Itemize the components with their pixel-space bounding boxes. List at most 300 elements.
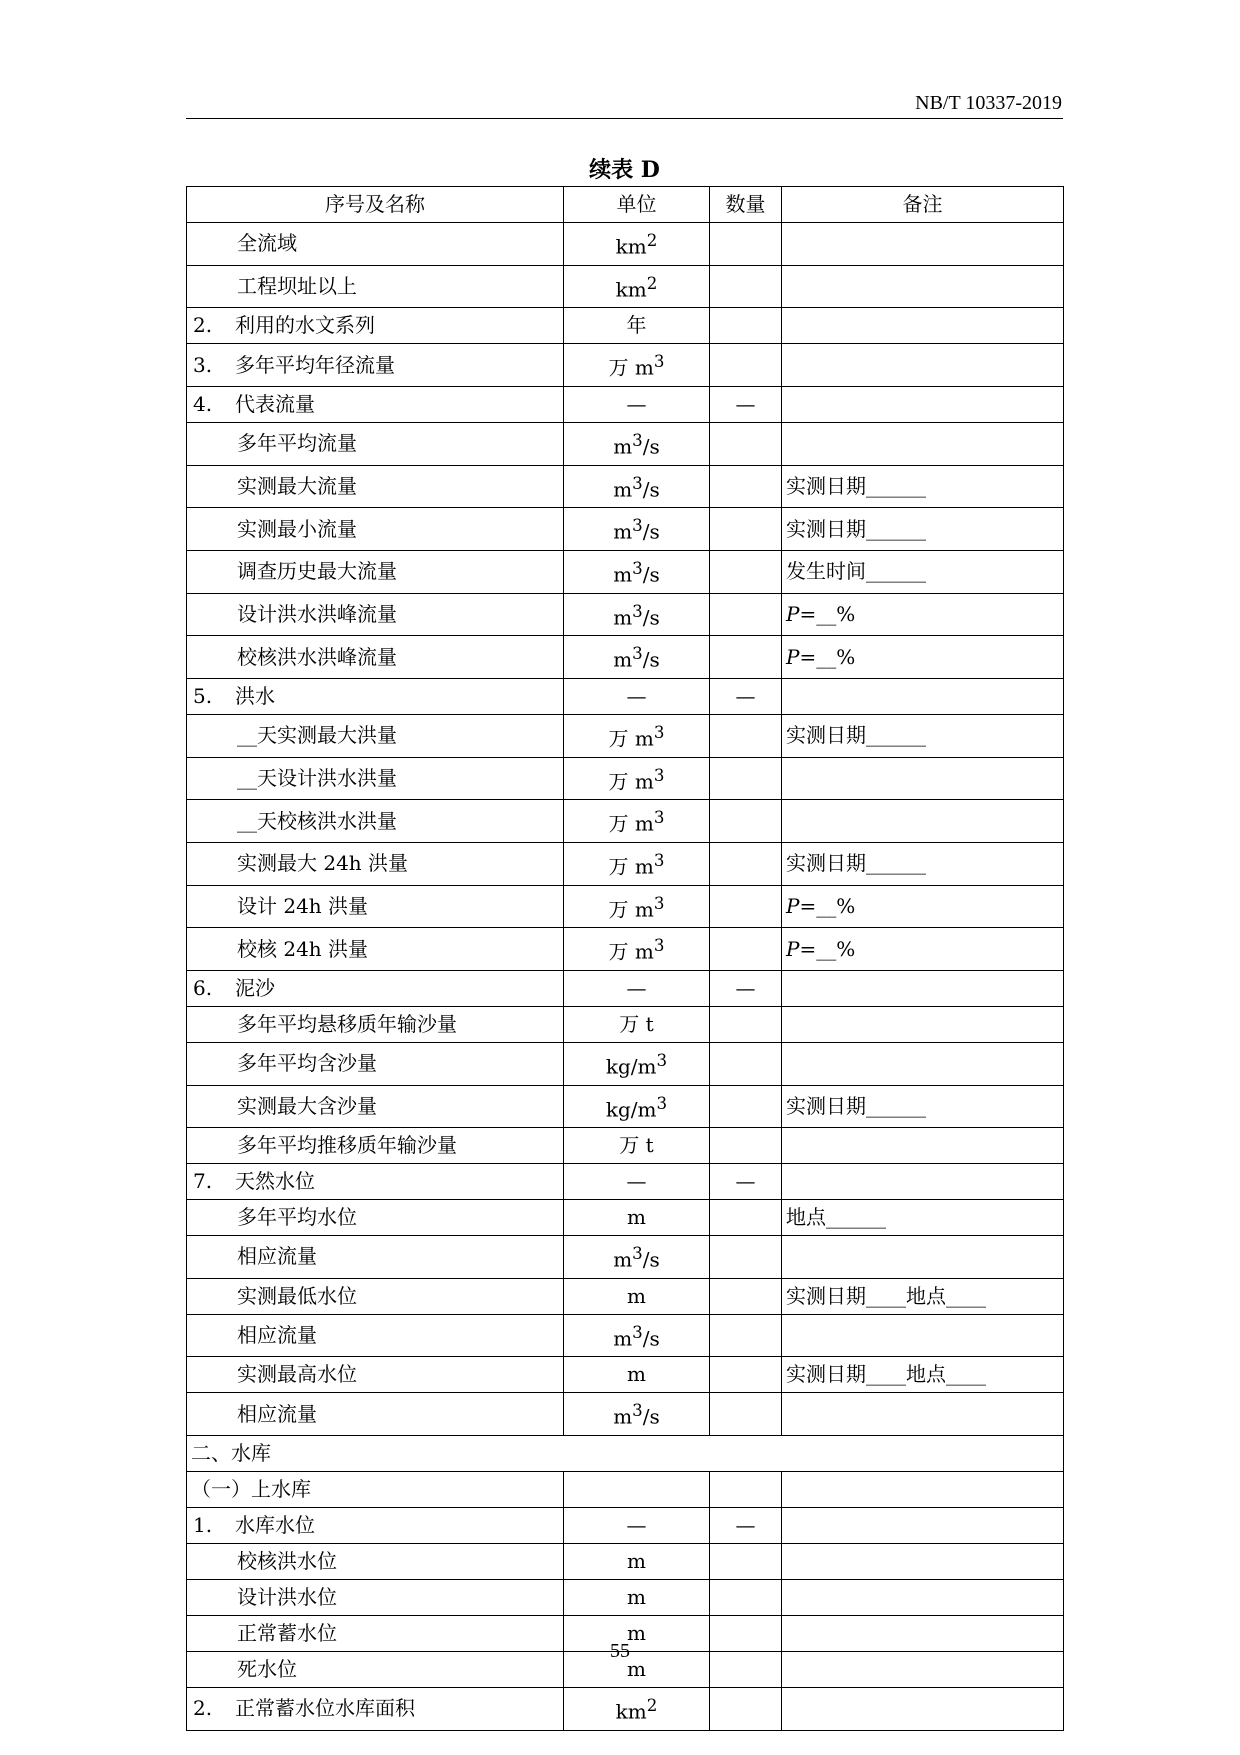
quantity-cell — [710, 928, 782, 971]
quantity-cell — [710, 885, 782, 928]
remarks-cell — [782, 1688, 1064, 1731]
item-name: 多年平均流量 — [237, 431, 357, 456]
remarks-cell — [782, 508, 1064, 551]
probability-symbol: P — [786, 601, 800, 626]
item-name: 实测最小流量 — [237, 516, 357, 541]
table-row — [187, 1357, 1064, 1393]
item-name: 设计 24h 洪量 — [237, 893, 369, 918]
page-number: 55 — [610, 1640, 630, 1662]
item-number: 7. — [193, 1169, 213, 1194]
table-row — [187, 265, 1064, 308]
remarks-text: 实测日期____地点____ — [786, 1283, 986, 1308]
remarks-cell — [782, 1128, 1064, 1164]
item-name: __天实测最大洪量 — [237, 723, 397, 748]
table-row — [187, 1085, 1064, 1128]
item-name-cell — [187, 1508, 564, 1544]
table-row — [187, 308, 1064, 344]
table-row — [187, 678, 1064, 714]
unit-text: — — [626, 975, 647, 1000]
unit-text: m — [613, 1405, 633, 1430]
unit-text: kg/m — [605, 1054, 657, 1079]
unit-exponent: 2 — [646, 231, 658, 250]
item-name: 天然水位 — [235, 1169, 315, 1194]
unit-cell — [564, 885, 710, 928]
quantity-cell — [710, 344, 782, 387]
table-row — [187, 1128, 1064, 1164]
unit-cell — [564, 636, 710, 679]
item-name: 利用的水文系列 — [235, 313, 375, 338]
unit-cell — [564, 223, 710, 266]
unit-text: — — [626, 683, 647, 708]
item-name: 实测最大流量 — [237, 473, 357, 498]
remarks-cell — [782, 1200, 1064, 1236]
column-header-quantity: 数量 — [710, 187, 782, 223]
column-header-unit: 单位 — [564, 187, 710, 223]
table-row — [187, 1236, 1064, 1279]
probability-symbol: P — [786, 644, 800, 669]
remarks-cell — [782, 1580, 1064, 1616]
item-name-cell — [187, 508, 564, 551]
table-row — [187, 1314, 1064, 1357]
remarks-cell — [782, 593, 1064, 636]
remarks-cell — [782, 386, 1064, 422]
unit-cell — [564, 386, 710, 422]
item-name-cell — [187, 678, 564, 714]
item-name-cell — [187, 593, 564, 636]
quantity-cell — [710, 1085, 782, 1128]
item-name: __天校核洪水洪量 — [237, 808, 397, 833]
remarks-cell — [782, 842, 1064, 885]
unit-cell — [564, 344, 710, 387]
remarks-text: =__% — [799, 601, 856, 626]
table-row — [187, 1544, 1064, 1580]
item-number: 5. — [193, 683, 213, 708]
remarks-cell — [782, 1393, 1064, 1436]
remarks-text: 实测日期____地点____ — [786, 1362, 986, 1387]
unit-cell — [564, 714, 710, 757]
unit-exponent: 3 — [653, 893, 665, 913]
remarks-cell — [782, 1472, 1064, 1508]
remarks-cell — [782, 928, 1064, 971]
unit-cell — [564, 842, 710, 885]
table-row — [187, 386, 1064, 422]
quantity-cell — [710, 1128, 782, 1164]
item-name-cell — [187, 1128, 564, 1164]
remarks-cell — [782, 678, 1064, 714]
unit-exponent: 3 — [632, 516, 643, 536]
item-number: 3. — [193, 352, 213, 377]
quantity-cell — [710, 1200, 782, 1236]
remarks-text: =__% — [799, 893, 856, 918]
remarks-cell — [782, 885, 1064, 928]
unit-exponent: 3 — [632, 1322, 643, 1342]
item-name-cell — [187, 386, 564, 422]
unit-text: m — [613, 605, 633, 630]
item-name-cell — [187, 1688, 564, 1731]
remarks-cell — [782, 422, 1064, 465]
item-name-cell — [187, 800, 564, 843]
quantity-cell — [710, 223, 782, 266]
unit-exponent: 3 — [656, 1050, 668, 1070]
quantity-cell — [710, 1472, 782, 1508]
unit-cell — [564, 265, 710, 308]
quantity-cell — [710, 308, 782, 344]
unit-exponent: 3 — [656, 1093, 668, 1113]
quantity-cell — [710, 508, 782, 551]
remarks-text: 实测日期______ — [786, 473, 926, 498]
item-name-cell — [187, 1006, 564, 1042]
unit-cell — [564, 1508, 710, 1544]
unit-text: m — [613, 1247, 633, 1272]
unit-exponent: 3 — [653, 765, 665, 785]
remarks-text: =__% — [799, 936, 856, 961]
item-name-cell — [187, 1544, 564, 1580]
unit-suffix: /s — [642, 477, 660, 502]
section-row — [187, 1436, 1064, 1472]
unit-cell — [564, 1164, 710, 1200]
item-name: 实测最大 24h 洪量 — [237, 851, 409, 876]
item-name-cell — [187, 465, 564, 508]
item-name: __天设计洪水洪量 — [237, 765, 397, 790]
item-number: 4. — [193, 391, 213, 416]
item-name-cell — [187, 265, 564, 308]
table-row — [187, 508, 1064, 551]
unit-text: m — [627, 1205, 646, 1230]
quantity-cell — [710, 1393, 782, 1436]
item-name: 工程坝址以上 — [237, 273, 357, 298]
remarks-cell — [782, 1085, 1064, 1128]
table-row — [187, 636, 1064, 679]
unit-cell — [564, 593, 710, 636]
remarks-cell — [782, 1278, 1064, 1314]
item-number: 2. — [193, 1696, 213, 1721]
unit-text: 万 t — [619, 1133, 654, 1158]
unit-text: 万 t — [619, 1011, 654, 1036]
table-title: 续表 D — [589, 157, 660, 183]
quantity-cell — [710, 265, 782, 308]
item-name: 全流域 — [237, 231, 297, 256]
column-header-name: 序号及名称 — [187, 187, 564, 223]
unit-cell — [564, 1200, 710, 1236]
remarks-text: 地点______ — [786, 1205, 886, 1230]
quantity-cell — [710, 1688, 782, 1731]
remarks-cell — [782, 1544, 1064, 1580]
item-name-cell — [187, 1085, 564, 1128]
item-name: 相应流量 — [237, 1244, 317, 1269]
item-name: 多年平均含沙量 — [237, 1051, 377, 1076]
unit-text: — — [626, 391, 647, 416]
table-row — [187, 344, 1064, 387]
remarks-text: 实测日期______ — [786, 1093, 926, 1118]
table-row — [187, 422, 1064, 465]
quantity-cell — [710, 800, 782, 843]
remarks-cell — [782, 636, 1064, 679]
quantity-cell — [710, 1278, 782, 1314]
parameter-table — [186, 186, 1064, 1731]
remarks-cell — [782, 265, 1064, 308]
unit-text: m — [627, 1362, 646, 1387]
quantity-cell: — — [710, 386, 782, 422]
remarks-cell — [782, 1164, 1064, 1200]
unit-text: 万 m — [608, 897, 654, 922]
unit-text: 万 m — [608, 726, 654, 751]
unit-cell — [564, 970, 710, 1006]
item-name: 实测最高水位 — [237, 1362, 357, 1387]
remarks-text: 发生时间______ — [786, 559, 926, 584]
unit-text: m — [627, 1657, 646, 1682]
item-name-cell — [187, 636, 564, 679]
unit-text: m — [627, 1549, 646, 1574]
remarks-cell — [782, 800, 1064, 843]
item-name: 实测最低水位 — [237, 1283, 357, 1308]
item-name-cell — [187, 1393, 564, 1436]
unit-suffix: /s — [642, 1405, 660, 1430]
unit-suffix: /s — [642, 1326, 660, 1351]
quantity-cell: — — [710, 1508, 782, 1544]
item-name-cell — [187, 1278, 564, 1314]
table-row — [187, 757, 1064, 800]
quantity-cell: — — [710, 678, 782, 714]
unit-text: m — [627, 1621, 646, 1646]
item-name: 设计洪水洪峰流量 — [237, 601, 397, 626]
unit-cell — [564, 550, 710, 593]
remarks-text: =__% — [799, 644, 856, 669]
table-row — [187, 223, 1064, 266]
quantity-cell — [710, 593, 782, 636]
unit-text: 万 m — [608, 811, 654, 836]
unit-exponent: 3 — [632, 430, 643, 450]
unit-suffix: /s — [642, 1247, 660, 1272]
header-rule — [186, 118, 1063, 119]
table-row — [187, 842, 1064, 885]
remarks-cell — [782, 1042, 1064, 1085]
item-name: 正常蓄水位水库面积 — [235, 1696, 415, 1721]
item-name: 泥沙 — [235, 975, 275, 1000]
quantity-cell — [710, 422, 782, 465]
unit-cell — [564, 1393, 710, 1436]
unit-exponent: 3 — [632, 601, 643, 621]
unit-text: m — [613, 562, 633, 587]
item-name: 多年平均水位 — [237, 1205, 357, 1230]
table-row — [187, 1393, 1064, 1436]
item-name-cell — [187, 1580, 564, 1616]
table-header-row — [187, 187, 1064, 223]
quantity-cell — [710, 550, 782, 593]
unit-text: km — [615, 277, 647, 302]
item-name: 多年平均推移质年输沙量 — [237, 1133, 457, 1158]
item-name: 多年平均悬移质年输沙量 — [237, 1011, 457, 1036]
unit-cell — [564, 757, 710, 800]
remarks-cell — [782, 714, 1064, 757]
unit-cell — [564, 1544, 710, 1580]
item-name-cell — [187, 970, 564, 1006]
unit-suffix: /s — [642, 647, 660, 672]
unit-exponent: 3 — [632, 558, 643, 578]
unit-cell — [564, 465, 710, 508]
quantity-cell — [710, 1357, 782, 1393]
unit-suffix: /s — [642, 434, 660, 459]
item-name-cell — [187, 842, 564, 885]
item-name: 代表流量 — [235, 391, 315, 416]
unit-text: m — [627, 1585, 646, 1610]
table-row — [187, 1200, 1064, 1236]
table-row — [187, 1164, 1064, 1200]
column-header-remarks: 备注 — [782, 187, 1064, 223]
remarks-text: 实测日期______ — [786, 516, 926, 541]
item-name-cell — [187, 1357, 564, 1393]
remarks-cell — [782, 223, 1064, 266]
item-name: 相应流量 — [237, 1401, 317, 1426]
item-name-cell — [187, 344, 564, 387]
item-name-cell — [187, 1236, 564, 1279]
unit-suffix: /s — [642, 605, 660, 630]
unit-exponent: 3 — [653, 352, 665, 372]
remarks-cell — [782, 308, 1064, 344]
quantity-cell — [710, 1580, 782, 1616]
unit-exponent: 3 — [653, 936, 665, 956]
remarks-cell — [782, 1314, 1064, 1357]
unit-cell — [564, 422, 710, 465]
item-name-cell — [187, 885, 564, 928]
item-number: 1. — [193, 1513, 213, 1538]
subsection-row — [187, 1472, 1064, 1508]
item-name: 正常蓄水位 — [237, 1621, 337, 1646]
unit-cell — [564, 1314, 710, 1357]
subsection-heading: （一）上水库 — [187, 1472, 564, 1508]
table-row — [187, 1688, 1064, 1731]
unit-text: km — [615, 1699, 647, 1724]
unit-cell — [564, 1128, 710, 1164]
item-name-cell — [187, 550, 564, 593]
unit-cell — [564, 1472, 710, 1508]
unit-text: m — [613, 1326, 633, 1351]
unit-exponent: 3 — [632, 644, 643, 664]
table-row — [187, 1580, 1064, 1616]
quantity-cell — [710, 757, 782, 800]
unit-text: 万 m — [608, 939, 654, 964]
table-row — [187, 1006, 1064, 1042]
quantity-cell: — — [710, 1164, 782, 1200]
table-row — [187, 465, 1064, 508]
remarks-text: 实测日期______ — [786, 723, 926, 748]
unit-text: 万 m — [608, 769, 654, 794]
remarks-cell — [782, 1357, 1064, 1393]
unit-text: 万 m — [608, 854, 654, 879]
unit-cell — [564, 928, 710, 971]
remarks-cell — [782, 1508, 1064, 1544]
item-name: 校核洪水位 — [237, 1549, 337, 1574]
document-code: NB/T 10337-2019 — [915, 92, 1062, 114]
table-row — [187, 1508, 1064, 1544]
table-row — [187, 885, 1064, 928]
item-name: 洪水 — [235, 683, 275, 708]
item-name: 相应流量 — [237, 1323, 317, 1348]
unit-cell — [564, 1006, 710, 1042]
unit-text: 年 — [626, 313, 647, 338]
probability-symbol: P — [786, 893, 800, 918]
quantity-cell — [710, 1042, 782, 1085]
section-heading: 二、水库 — [187, 1436, 1064, 1472]
table-row — [187, 593, 1064, 636]
item-name-cell — [187, 223, 564, 266]
quantity-cell — [710, 1006, 782, 1042]
unit-exponent: 3 — [632, 1401, 643, 1421]
table-row — [187, 550, 1064, 593]
item-number: 6. — [193, 975, 213, 1000]
quantity-cell — [710, 1544, 782, 1580]
unit-text: m — [613, 519, 633, 544]
item-name-cell — [187, 714, 564, 757]
item-name: 水库水位 — [235, 1513, 315, 1538]
item-name-cell — [187, 308, 564, 344]
unit-text: 万 m — [608, 355, 654, 380]
remarks-cell — [782, 550, 1064, 593]
unit-text: — — [626, 1513, 647, 1538]
item-name: 校核 24h 洪量 — [237, 936, 369, 961]
item-name: 实测最大含沙量 — [237, 1093, 377, 1118]
quantity-cell — [710, 714, 782, 757]
unit-cell — [564, 1357, 710, 1393]
unit-text: km — [615, 234, 647, 259]
unit-text: m — [613, 477, 633, 502]
unit-cell — [564, 800, 710, 843]
unit-cell — [564, 1085, 710, 1128]
unit-cell — [564, 1236, 710, 1279]
item-name-cell — [187, 422, 564, 465]
remarks-cell — [782, 757, 1064, 800]
remarks-cell — [782, 970, 1064, 1006]
table-row — [187, 928, 1064, 971]
unit-exponent: 2 — [646, 273, 658, 293]
unit-exponent: 3 — [632, 1244, 643, 1264]
unit-text: — — [626, 1169, 647, 1194]
unit-exponent: 3 — [632, 473, 643, 493]
table-row — [187, 800, 1064, 843]
remarks-cell — [782, 1006, 1064, 1042]
table-body — [187, 223, 1064, 1731]
remarks-text: 实测日期______ — [786, 851, 926, 876]
item-name: 死水位 — [237, 1657, 297, 1682]
unit-cell — [564, 1688, 710, 1731]
unit-suffix: /s — [642, 519, 660, 544]
quantity-cell — [710, 1236, 782, 1279]
item-name: 校核洪水洪峰流量 — [237, 644, 397, 669]
quantity-cell: — — [710, 970, 782, 1006]
unit-cell — [564, 1042, 710, 1085]
remarks-cell — [782, 465, 1064, 508]
table-row — [187, 1278, 1064, 1314]
unit-cell — [564, 1580, 710, 1616]
item-name: 调查历史最大流量 — [237, 559, 397, 584]
unit-cell — [564, 1278, 710, 1314]
unit-suffix: /s — [642, 562, 660, 587]
table-row — [187, 1042, 1064, 1085]
unit-cell — [564, 308, 710, 344]
unit-text: m — [627, 1283, 646, 1308]
item-number: 2. — [193, 313, 213, 338]
unit-cell — [564, 678, 710, 714]
table-row — [187, 970, 1064, 1006]
quantity-cell — [710, 636, 782, 679]
unit-exponent: 2 — [646, 1696, 658, 1716]
item-name-cell — [187, 1164, 564, 1200]
item-name-cell — [187, 1200, 564, 1236]
unit-text: kg/m — [605, 1097, 657, 1122]
unit-exponent: 3 — [653, 808, 665, 828]
unit-text: m — [613, 434, 633, 459]
remarks-cell — [782, 344, 1064, 387]
quantity-cell — [710, 465, 782, 508]
